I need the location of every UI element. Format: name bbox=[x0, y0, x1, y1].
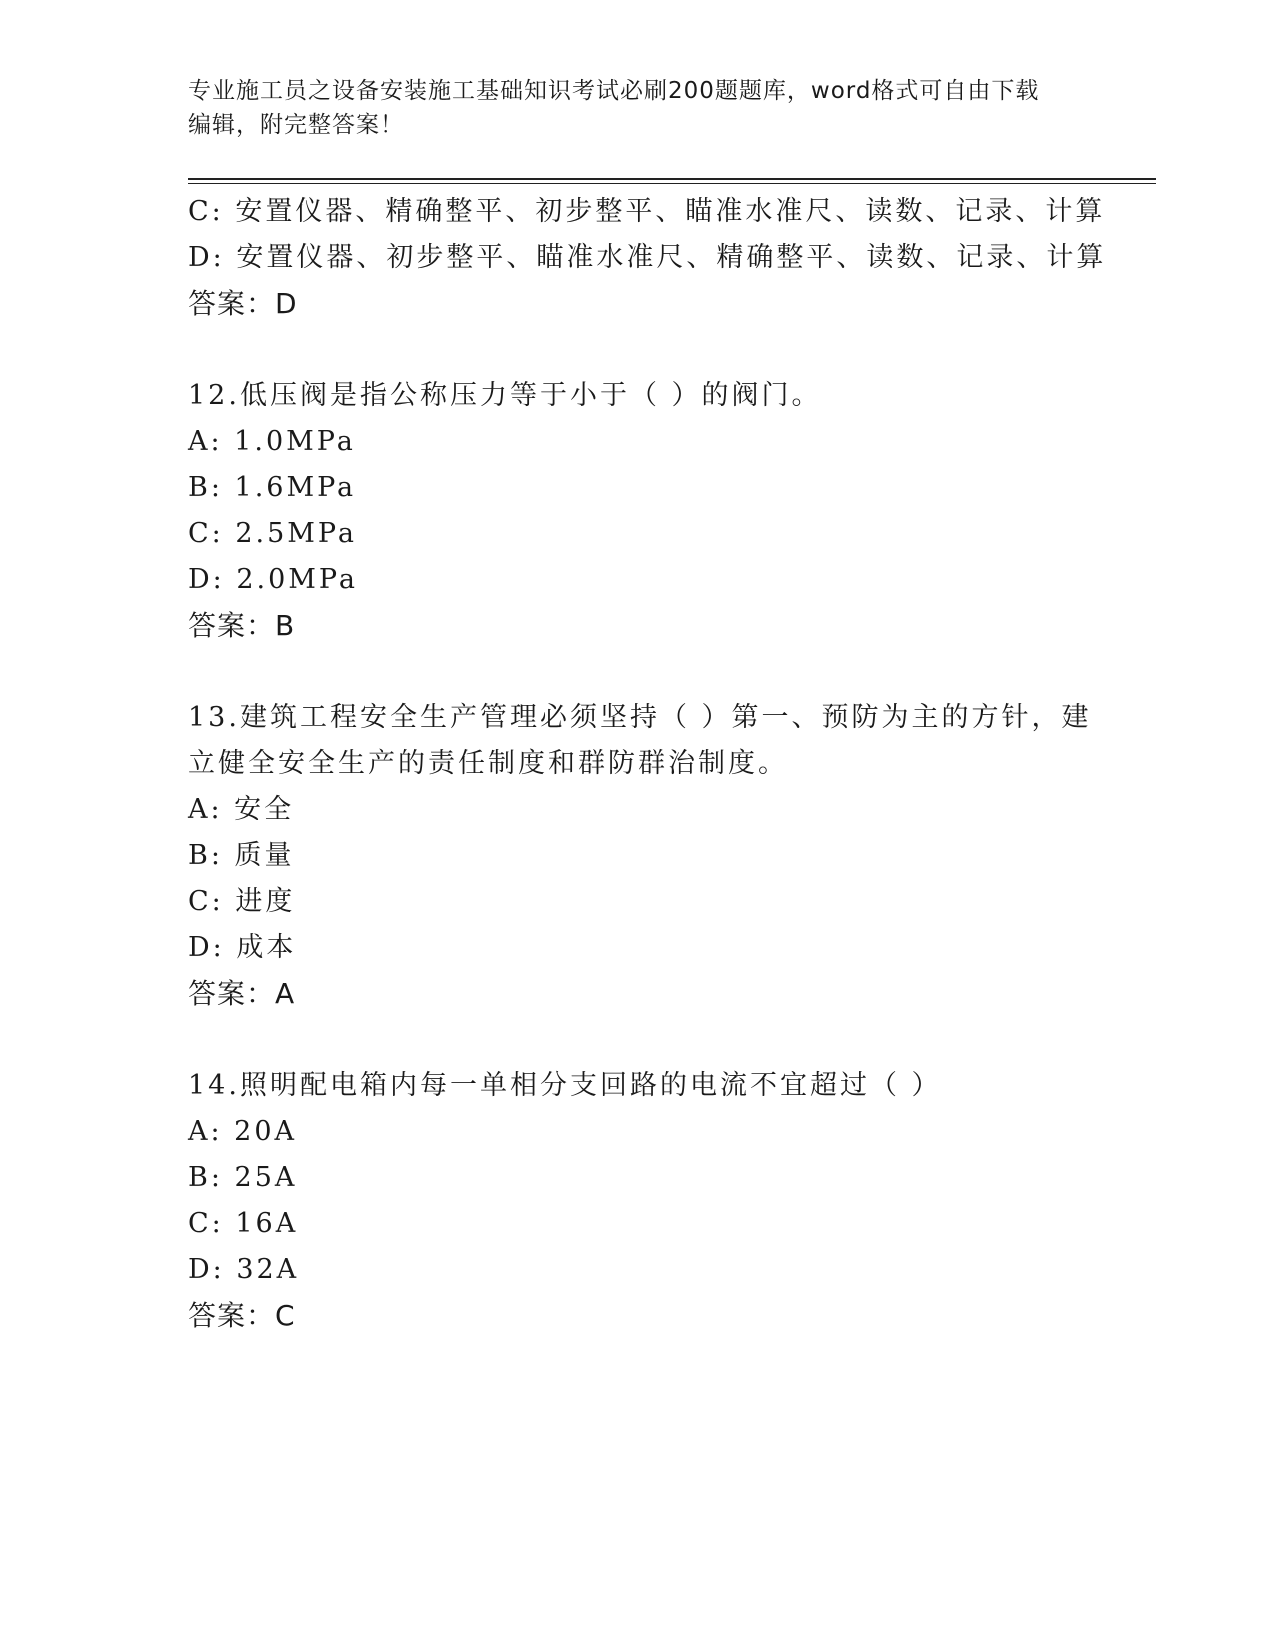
question-list bbox=[188, 189, 1107, 1339]
document-header bbox=[188, 74, 1068, 142]
question-11-continued bbox=[188, 189, 1107, 327]
spacer bbox=[188, 1017, 1088, 1063]
answer-line: 答案：B bbox=[188, 609, 296, 642]
option-c: C: 安置仪器、精确整平、初步整平、瞄准水准尺、读数、记录、计算 bbox=[188, 196, 1106, 227]
header-title-line1: 专业施工员之设备安装施工基础知识考试必刷200题题库，word格式可自由下载 bbox=[188, 78, 1040, 104]
option-c: C: 2.5MPa bbox=[188, 518, 357, 549]
question-14 bbox=[188, 1063, 1088, 1339]
answer-line: 答案：A bbox=[188, 977, 296, 1010]
question-text: 12.低压阀是指公称压力等于小于（ ）的阀门。 bbox=[188, 380, 822, 411]
question-13 bbox=[188, 695, 1092, 1017]
option-d: D: 32A bbox=[188, 1254, 300, 1285]
spacer bbox=[188, 649, 1088, 695]
option-b: B: 质量 bbox=[188, 840, 295, 871]
option-d: D: 2.0MPa bbox=[188, 564, 358, 595]
option-c: C: 进度 bbox=[188, 886, 296, 917]
question-text-line2: 立健全安全生产的责任制度和群防群治制度。 bbox=[188, 748, 788, 779]
option-a: A: 1.0MPa bbox=[188, 426, 356, 457]
answer-line: 答案：C bbox=[188, 1299, 296, 1332]
option-b: B: 25A bbox=[188, 1162, 298, 1193]
option-a: A: 20A bbox=[188, 1116, 298, 1147]
answer-line: 答案：D bbox=[188, 287, 298, 320]
header-divider-thick bbox=[188, 178, 1156, 180]
option-d: D: 安置仪器、初步整平、瞄准水准尺、精确整平、读数、记录、计算 bbox=[188, 242, 1107, 273]
spacer bbox=[188, 327, 1088, 373]
option-b: B: 1.6MPa bbox=[188, 472, 357, 503]
option-d: D: 成本 bbox=[188, 932, 297, 963]
header-title-line2: 编辑，附完整答案！ bbox=[188, 112, 404, 138]
option-c: C: 16A bbox=[188, 1208, 299, 1239]
header-divider-thin bbox=[188, 183, 1156, 184]
option-a: A: 安全 bbox=[188, 794, 295, 825]
question-text: 14.照明配电箱内每一单相分支回路的电流不宜超过（ ） bbox=[188, 1070, 942, 1101]
question-12 bbox=[188, 373, 1088, 649]
question-text-line1: 13.建筑工程安全生产管理必须坚持（ ）第一、预防为主的方针，建 bbox=[188, 702, 1092, 733]
